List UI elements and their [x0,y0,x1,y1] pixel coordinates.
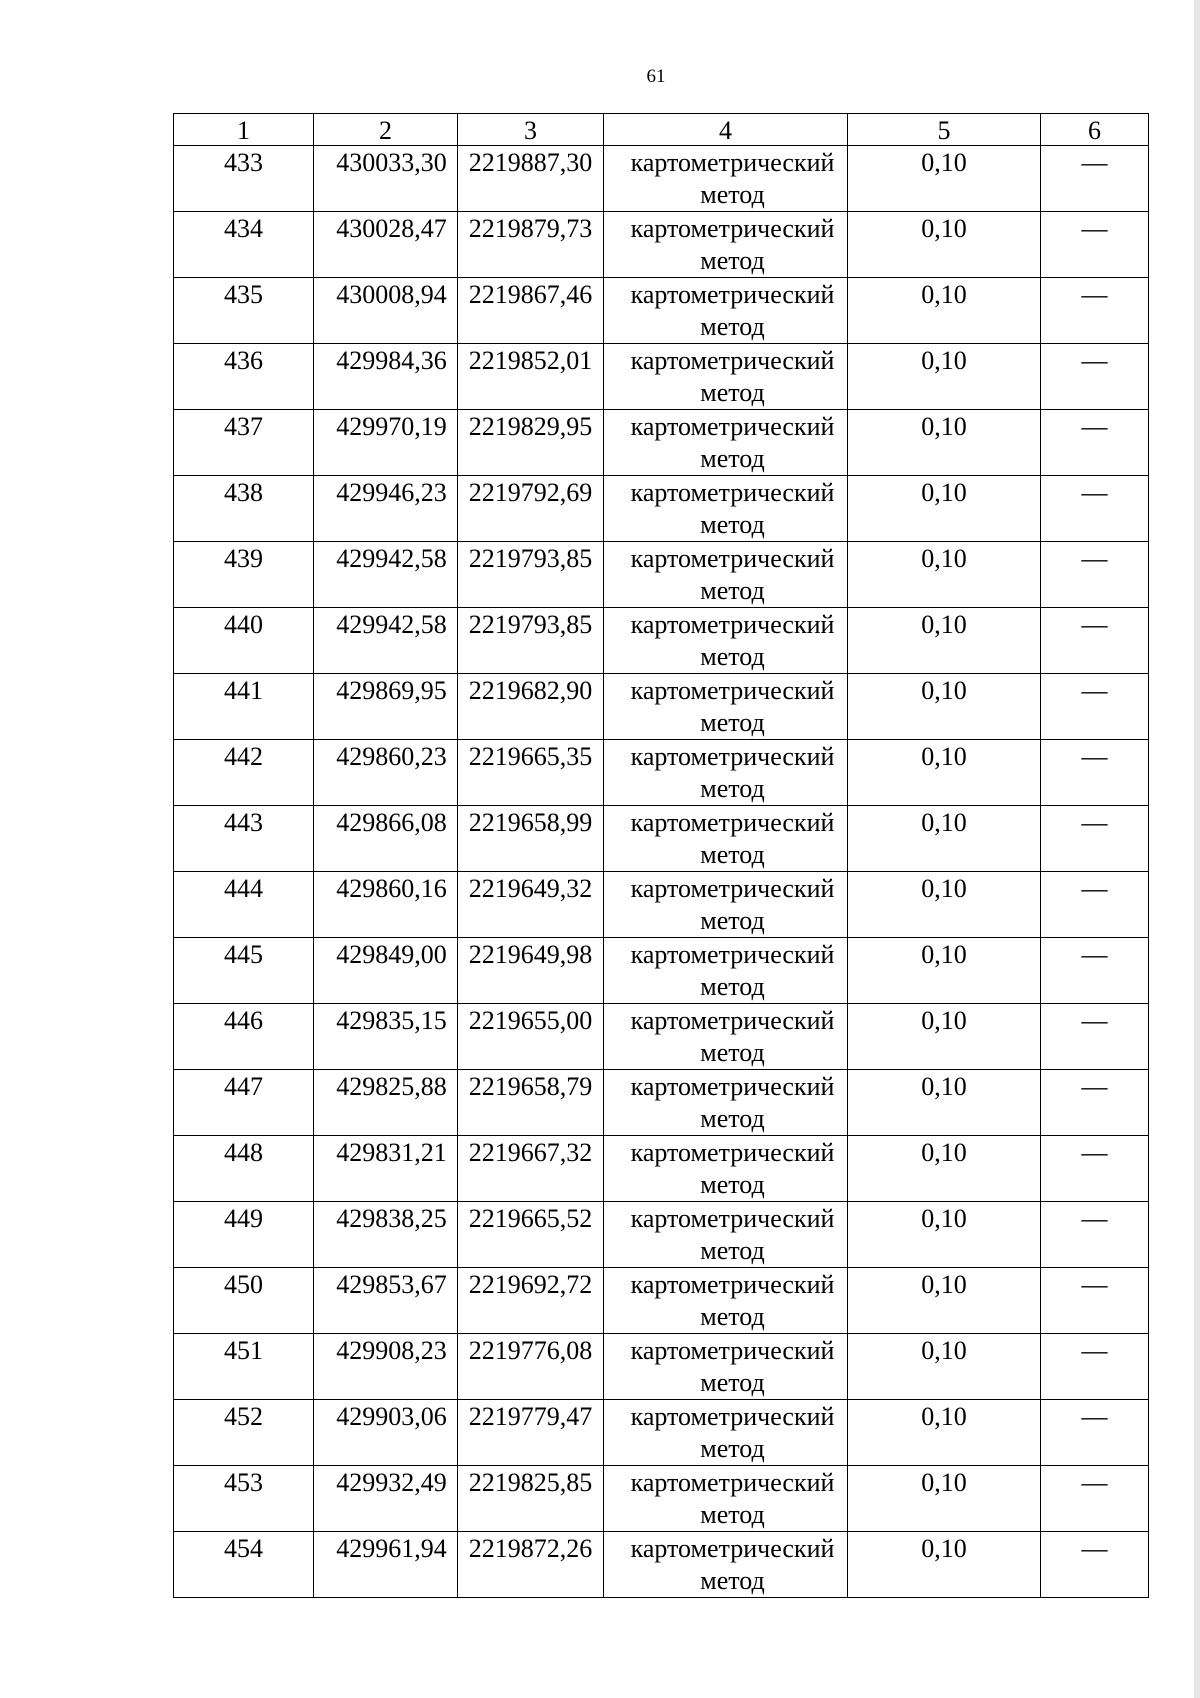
method-cell [604,410,848,476]
table-row [174,608,1149,674]
note-cell-text: — [1081,808,1108,837]
point-number-cell [174,1268,314,1334]
x-coordinate-cell [314,806,458,872]
error-cell [848,1202,1041,1268]
y-coordinate-cell-text: 2219825,85 [468,1468,593,1497]
note-cell [1041,476,1149,542]
point-number-cell [174,674,314,740]
method-cell-text: картометрический метод [630,940,835,1001]
error-cell-text: 0,10 [921,544,967,573]
note-cell-text: — [1081,1138,1108,1167]
note-cell [1041,1136,1149,1202]
point-number-cell [174,938,314,1004]
y-coordinate-cell [458,146,604,212]
x-coordinate-cell-text: 429970,19 [336,412,447,441]
point-number-cell [174,1136,314,1202]
method-cell [604,476,848,542]
method-cell [604,1202,848,1268]
method-cell-text: картометрический метод [630,1270,835,1331]
x-coordinate-cell [314,608,458,674]
note-cell [1041,1466,1149,1532]
method-cell-text: картометрический метод [630,544,835,605]
note-cell-text: — [1081,148,1108,177]
y-coordinate-cell-text: 2219658,79 [468,1072,593,1101]
note-cell [1041,278,1149,344]
x-coordinate-cell [314,740,458,806]
note-cell-text: — [1081,346,1108,375]
note-cell [1041,344,1149,410]
x-coordinate-cell [314,410,458,476]
point-number-cell-text: 443 [224,808,263,837]
table-row [174,410,1149,476]
y-coordinate-cell [458,1004,604,1070]
method-cell [604,146,848,212]
table-row [174,1400,1149,1466]
table-row [174,1268,1149,1334]
point-number-cell [174,1070,314,1136]
method-cell-text: картометрический метод [630,676,835,737]
x-coordinate-cell [314,542,458,608]
y-coordinate-cell-text: 2219667,32 [468,1138,593,1167]
note-cell [1041,674,1149,740]
note-cell-text: — [1081,1204,1108,1233]
error-cell-text: 0,10 [921,742,967,771]
method-cell [604,740,848,806]
error-cell [848,542,1041,608]
table-row [174,1070,1149,1136]
error-cell-text: 0,10 [921,346,967,375]
y-coordinate-cell-text: 2219867,46 [468,280,593,309]
error-cell [848,278,1041,344]
point-number-cell [174,1004,314,1070]
error-cell-text: 0,10 [921,874,967,903]
y-coordinate-cell-text: 2219793,85 [468,610,593,639]
note-cell [1041,608,1149,674]
column-header-2: 2 [314,114,458,146]
note-cell-text: — [1081,676,1108,705]
note-cell-text: — [1081,874,1108,903]
method-cell-text: картометрический метод [630,808,835,869]
table-header-row [174,114,1149,146]
error-cell-text: 0,10 [921,676,967,705]
note-cell-text: — [1081,1006,1108,1035]
note-cell-text: — [1081,742,1108,771]
error-cell-text: 0,10 [921,1402,967,1431]
method-cell-text: картометрический метод [630,1204,835,1265]
x-coordinate-cell-text: 429860,23 [336,742,447,771]
y-coordinate-cell [458,1202,604,1268]
point-number-cell [174,344,314,410]
y-coordinate-cell [458,608,604,674]
error-cell [848,1136,1041,1202]
point-number-cell-text: 434 [224,214,263,243]
error-cell [848,740,1041,806]
table-row [174,674,1149,740]
y-coordinate-cell-text: 2219829,95 [468,412,593,441]
note-cell [1041,542,1149,608]
error-cell [848,608,1041,674]
y-coordinate-cell-text: 2219793,85 [468,544,593,573]
method-cell-text: картометрический метод [630,742,835,803]
error-cell [848,1070,1041,1136]
table-row [174,938,1149,1004]
x-coordinate-cell-text: 429984,36 [336,346,447,375]
method-cell-text: картометрический метод [630,1006,835,1067]
y-coordinate-cell-text: 2219658,99 [468,808,593,837]
x-coordinate-cell [314,1400,458,1466]
x-coordinate-cell [314,278,458,344]
error-cell [848,806,1041,872]
method-cell [604,1466,848,1532]
error-cell [848,1466,1041,1532]
point-number-cell [174,278,314,344]
y-coordinate-cell-text: 2219779,47 [468,1402,593,1431]
note-cell-text: — [1081,1270,1108,1299]
error-cell [848,1004,1041,1070]
error-cell [848,938,1041,1004]
method-cell-text: картометрический метод [630,1138,835,1199]
point-number-cell [174,1400,314,1466]
error-cell [848,872,1041,938]
point-number-cell-text: 433 [224,148,263,177]
note-cell-text: — [1081,610,1108,639]
table-row [174,1532,1149,1598]
y-coordinate-cell-text: 2219792,69 [468,478,593,507]
x-coordinate-cell-text: 430008,94 [336,280,447,309]
y-coordinate-cell-text: 2219682,90 [468,676,593,705]
error-cell-text: 0,10 [921,1072,967,1101]
page-edge-shadow [1194,0,1200,1698]
table-row [174,146,1149,212]
method-cell [604,212,848,278]
column-header-4: 4 [604,114,848,146]
y-coordinate-cell [458,278,604,344]
table-row [174,542,1149,608]
note-cell [1041,1268,1149,1334]
y-coordinate-cell [458,344,604,410]
method-cell [604,344,848,410]
column-header-5: 5 [848,114,1041,146]
point-number-cell-text: 435 [224,280,263,309]
point-number-cell [174,1466,314,1532]
table-row [174,1136,1149,1202]
method-cell [604,674,848,740]
x-coordinate-cell-text: 429869,95 [336,676,447,705]
method-cell [604,1004,848,1070]
error-cell [848,1268,1041,1334]
point-number-cell [174,146,314,212]
y-coordinate-cell [458,1136,604,1202]
point-number-cell-text: 447 [224,1072,263,1101]
note-cell-text: — [1081,1402,1108,1431]
error-cell-text: 0,10 [921,1006,967,1035]
note-cell [1041,1532,1149,1598]
error-cell-text: 0,10 [921,280,967,309]
y-coordinate-cell [458,542,604,608]
method-cell-text: картометрический метод [630,478,835,539]
note-cell [1041,1202,1149,1268]
error-cell [848,410,1041,476]
note-cell [1041,146,1149,212]
point-number-cell-text: 452 [224,1402,263,1431]
error-cell-text: 0,10 [921,1138,967,1167]
point-number-cell [174,476,314,542]
method-cell-text: картометрический метод [630,1072,835,1133]
x-coordinate-cell [314,1070,458,1136]
note-cell-text: — [1081,940,1108,969]
point-number-cell [174,542,314,608]
x-coordinate-cell [314,1466,458,1532]
y-coordinate-cell-text: 2219665,52 [468,1204,593,1233]
y-coordinate-cell [458,212,604,278]
x-coordinate-cell-text: 429825,88 [336,1072,447,1101]
x-coordinate-cell-text: 429838,25 [336,1204,447,1233]
point-number-cell [174,806,314,872]
method-cell [604,1070,848,1136]
y-coordinate-cell [458,806,604,872]
point-number-cell-text: 436 [224,346,263,375]
column-header-3: 3 [458,114,604,146]
point-number-cell [174,1532,314,1598]
y-coordinate-cell [458,410,604,476]
column-header-6: 6 [1041,114,1149,146]
x-coordinate-cell-text: 429942,58 [336,544,447,573]
table-row [174,806,1149,872]
y-coordinate-cell [458,1466,604,1532]
table-body [174,146,1149,1598]
method-cell-text: картометрический метод [630,874,835,935]
point-number-cell [174,212,314,278]
x-coordinate-cell [314,344,458,410]
x-coordinate-cell [314,1334,458,1400]
point-number-cell [174,410,314,476]
y-coordinate-cell-text: 2219872,26 [468,1534,593,1563]
point-number-cell-text: 442 [224,742,263,771]
point-number-cell-text: 438 [224,478,263,507]
x-coordinate-cell-text: 429932,49 [336,1468,447,1497]
y-coordinate-cell [458,1070,604,1136]
table-row [174,1334,1149,1400]
y-coordinate-cell [458,476,604,542]
note-cell [1041,212,1149,278]
error-cell-text: 0,10 [921,1336,967,1365]
method-cell [604,608,848,674]
x-coordinate-cell [314,1202,458,1268]
table-row [174,278,1149,344]
note-cell [1041,1004,1149,1070]
note-cell [1041,938,1149,1004]
y-coordinate-cell [458,1334,604,1400]
note-cell-text: — [1081,1072,1108,1101]
y-coordinate-cell-text: 2219776,08 [468,1336,593,1365]
note-cell-text: — [1081,412,1108,441]
point-number-cell-text: 449 [224,1204,263,1233]
y-coordinate-cell [458,1400,604,1466]
x-coordinate-cell-text: 429946,23 [336,478,447,507]
x-coordinate-cell-text: 429908,23 [336,1336,447,1365]
page-number: 61 [646,66,666,87]
note-cell [1041,410,1149,476]
point-number-cell-text: 454 [224,1534,263,1563]
point-number-cell-text: 448 [224,1138,263,1167]
x-coordinate-cell [314,938,458,1004]
error-cell-text: 0,10 [921,808,967,837]
point-number-cell-text: 453 [224,1468,263,1497]
method-cell [604,1334,848,1400]
point-number-cell-text: 445 [224,940,263,969]
point-number-cell-text: 437 [224,412,263,441]
error-cell-text: 0,10 [921,1270,967,1299]
point-number-cell-text: 439 [224,544,263,573]
x-coordinate-cell-text: 429853,67 [336,1270,447,1299]
column-header-1: 1 [174,114,314,146]
error-cell-text: 0,10 [921,148,967,177]
x-coordinate-cell-text: 429860,16 [336,874,447,903]
method-cell [604,1400,848,1466]
point-number-cell [174,872,314,938]
error-cell-text: 0,10 [921,214,967,243]
method-cell [604,872,848,938]
point-number-cell-text: 440 [224,610,263,639]
y-coordinate-cell-text: 2219649,98 [468,940,593,969]
y-coordinate-cell [458,1268,604,1334]
error-cell [848,476,1041,542]
y-coordinate-cell-text: 2219649,32 [468,874,593,903]
y-coordinate-cell [458,872,604,938]
x-coordinate-cell [314,146,458,212]
method-cell-text: картометрический метод [630,1402,835,1463]
table-row [174,1202,1149,1268]
table-row [174,1004,1149,1070]
note-cell-text: — [1081,1336,1108,1365]
y-coordinate-cell-text: 2219692,72 [468,1270,593,1299]
error-cell [848,146,1041,212]
note-cell [1041,740,1149,806]
note-cell [1041,1400,1149,1466]
y-coordinate-cell [458,1532,604,1598]
point-number-cell-text: 444 [224,874,263,903]
error-cell [848,1400,1041,1466]
method-cell [604,806,848,872]
x-coordinate-cell-text: 429849,00 [336,940,447,969]
error-cell-text: 0,10 [921,1204,967,1233]
method-cell-text: картометрический метод [630,1468,835,1529]
point-number-cell [174,1334,314,1400]
y-coordinate-cell [458,938,604,1004]
method-cell-text: картометрический метод [630,1534,835,1595]
method-cell-text: картометрический метод [630,412,835,473]
x-coordinate-cell-text: 429866,08 [336,808,447,837]
x-coordinate-cell-text: 430033,30 [336,148,447,177]
y-coordinate-cell-text: 2219665,35 [468,742,593,771]
x-coordinate-cell [314,1532,458,1598]
error-cell [848,344,1041,410]
x-coordinate-cell [314,674,458,740]
note-cell [1041,872,1149,938]
x-coordinate-cell [314,872,458,938]
x-coordinate-cell [314,1136,458,1202]
error-cell-text: 0,10 [921,412,967,441]
point-number-cell [174,740,314,806]
method-cell [604,938,848,1004]
point-number-cell [174,608,314,674]
note-cell-text: — [1081,1468,1108,1497]
error-cell [848,1532,1041,1598]
method-cell-text: картометрический метод [630,214,835,275]
error-cell-text: 0,10 [921,940,967,969]
point-number-cell-text: 441 [224,676,263,705]
point-number-cell-text: 451 [224,1336,263,1365]
method-cell-text: картометрический метод [630,1336,835,1397]
table-row [174,1466,1149,1532]
coordinates-table [173,113,1149,1598]
table-row [174,872,1149,938]
table-row [174,476,1149,542]
table-row [174,740,1149,806]
y-coordinate-cell-text: 2219655,00 [468,1006,593,1035]
note-cell-text: — [1081,280,1108,309]
y-coordinate-cell-text: 2219852,01 [468,346,593,375]
y-coordinate-cell-text: 2219887,30 [468,148,593,177]
note-cell [1041,1070,1149,1136]
x-coordinate-cell-text: 429961,94 [336,1534,447,1563]
method-cell-text: картометрический метод [630,148,835,209]
error-cell-text: 0,10 [921,1534,967,1563]
x-coordinate-cell-text: 429903,06 [336,1402,447,1431]
method-cell [604,542,848,608]
x-coordinate-cell-text: 429831,21 [336,1138,447,1167]
error-cell-text: 0,10 [921,610,967,639]
x-coordinate-cell-text: 429835,15 [336,1006,447,1035]
x-coordinate-cell [314,1004,458,1070]
method-cell [604,1268,848,1334]
error-cell [848,212,1041,278]
x-coordinate-cell [314,476,458,542]
error-cell [848,674,1041,740]
note-cell-text: — [1081,1534,1108,1563]
method-cell [604,278,848,344]
point-number-cell-text: 450 [224,1270,263,1299]
method-cell [604,1532,848,1598]
method-cell-text: картометрический метод [630,346,835,407]
y-coordinate-cell-text: 2219879,73 [468,214,593,243]
method-cell [604,1136,848,1202]
x-coordinate-cell-text: 429942,58 [336,610,447,639]
note-cell-text: — [1081,544,1108,573]
error-cell [848,1334,1041,1400]
note-cell-text: — [1081,214,1108,243]
x-coordinate-cell [314,1268,458,1334]
x-coordinate-cell [314,212,458,278]
point-number-cell [174,1202,314,1268]
note-cell [1041,1334,1149,1400]
error-cell-text: 0,10 [921,478,967,507]
x-coordinate-cell-text: 430028,47 [336,214,447,243]
table-row [174,212,1149,278]
method-cell-text: картометрический метод [630,280,835,341]
y-coordinate-cell [458,674,604,740]
note-cell [1041,806,1149,872]
point-number-cell-text: 446 [224,1006,263,1035]
method-cell-text: картометрический метод [630,610,835,671]
error-cell-text: 0,10 [921,1468,967,1497]
table-row [174,344,1149,410]
note-cell-text: — [1081,478,1108,507]
y-coordinate-cell [458,740,604,806]
